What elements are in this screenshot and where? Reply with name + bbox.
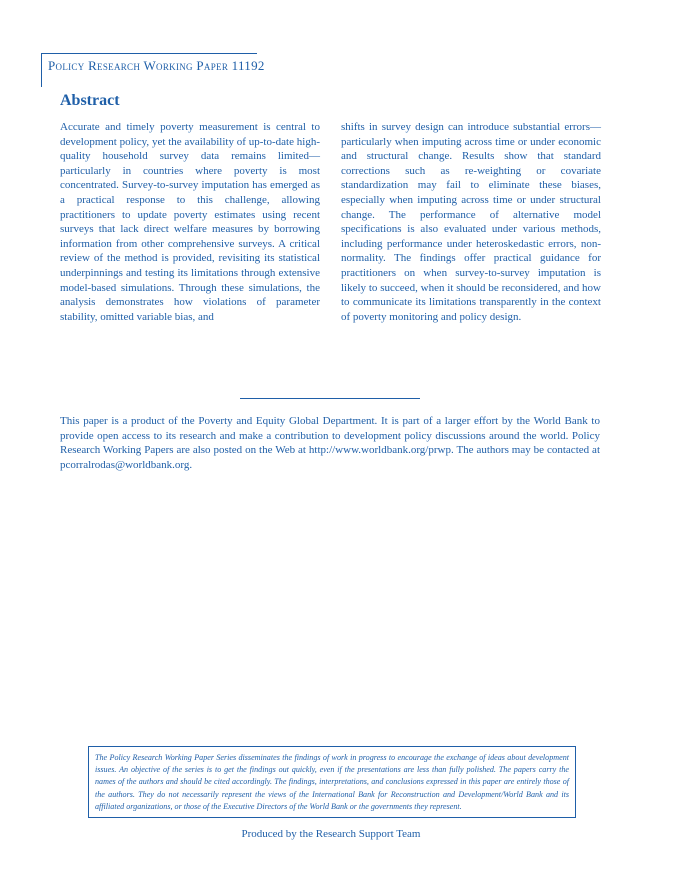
series-title: Policy Research Working Paper 11192	[48, 58, 265, 73]
footer-credit: Produced by the Research Support Team	[241, 828, 421, 840]
abstract-heading: Abstract	[60, 92, 120, 109]
abstract-body	[60, 120, 601, 324]
header-rule-top	[41, 53, 257, 54]
disclaimer-text: The Policy Research Working Paper Series disseminates the findings of work in progress to encourage the exchange of ideas about development issues. An objective of the series is to get the findings out quickly, even if the presentations are less than fully polished. The papers carry the names of the authors and should be cited accordingly. The findings, interpretations, and conclusions expressed in this paper are entirely those of the authors. They do not necessarily represent the views of the International Bank for Reconstruction and Development/World Bank and its affiliated organizations, or those of the Executive Directors of the World Bank or the governments they represent.	[95, 753, 569, 811]
section-divider	[240, 398, 420, 399]
product-note: This paper is a product of the Poverty and Equity Global Department. It is part of a larger effort by the World Bank to provide open access to its research and make a contribution to development policy discussions around the world. Policy Research Working Papers are also posted on the Web at http://www.worldbank.org/prwp. The authors may be contacted at pcorralrodas@worldbank.org.	[60, 415, 600, 471]
abstract-column-left: Accurate and timely poverty measurement is central to development policy, yet the availability of up-to-date high-quality household survey data remains limited—particularly in countries where poverty is most concentrated. Survey-to-survey imputation has emerged as a practical response to this challenge, allowing practitioners to update poverty estimates using recent surveys that lack direct welfare measures by borrowing information from other comprehensive surveys. A critical review of the method is provided, revisiting its statistical underpinnings and testing its limitations through extensive model-based simulations. Through these simulations, the analysis demonstrates how violations of parameter stability, omitted variable bias, and	[60, 121, 320, 323]
abstract-column-right: shifts in survey design can introduce substantial errors—particularly when imputing across time or under economic and structural change. Results show that standard corrections such as re-weighting or covariate standardization may fail to eliminate these biases, especially when imputing across time or under structural change. The performance of alternative model specifications is also evaluated under various methods, including performance under heteroskedastic errors, non-normality. The findings offer practical guidance for practitioners on when survey-to-survey imputation is likely to succeed, when it should be reconsidered, and how to communicate its limitations transparently in the context of poverty monitoring and policy design.	[341, 121, 601, 323]
header-rule-left	[41, 53, 42, 87]
disclaimer-box	[88, 746, 576, 818]
